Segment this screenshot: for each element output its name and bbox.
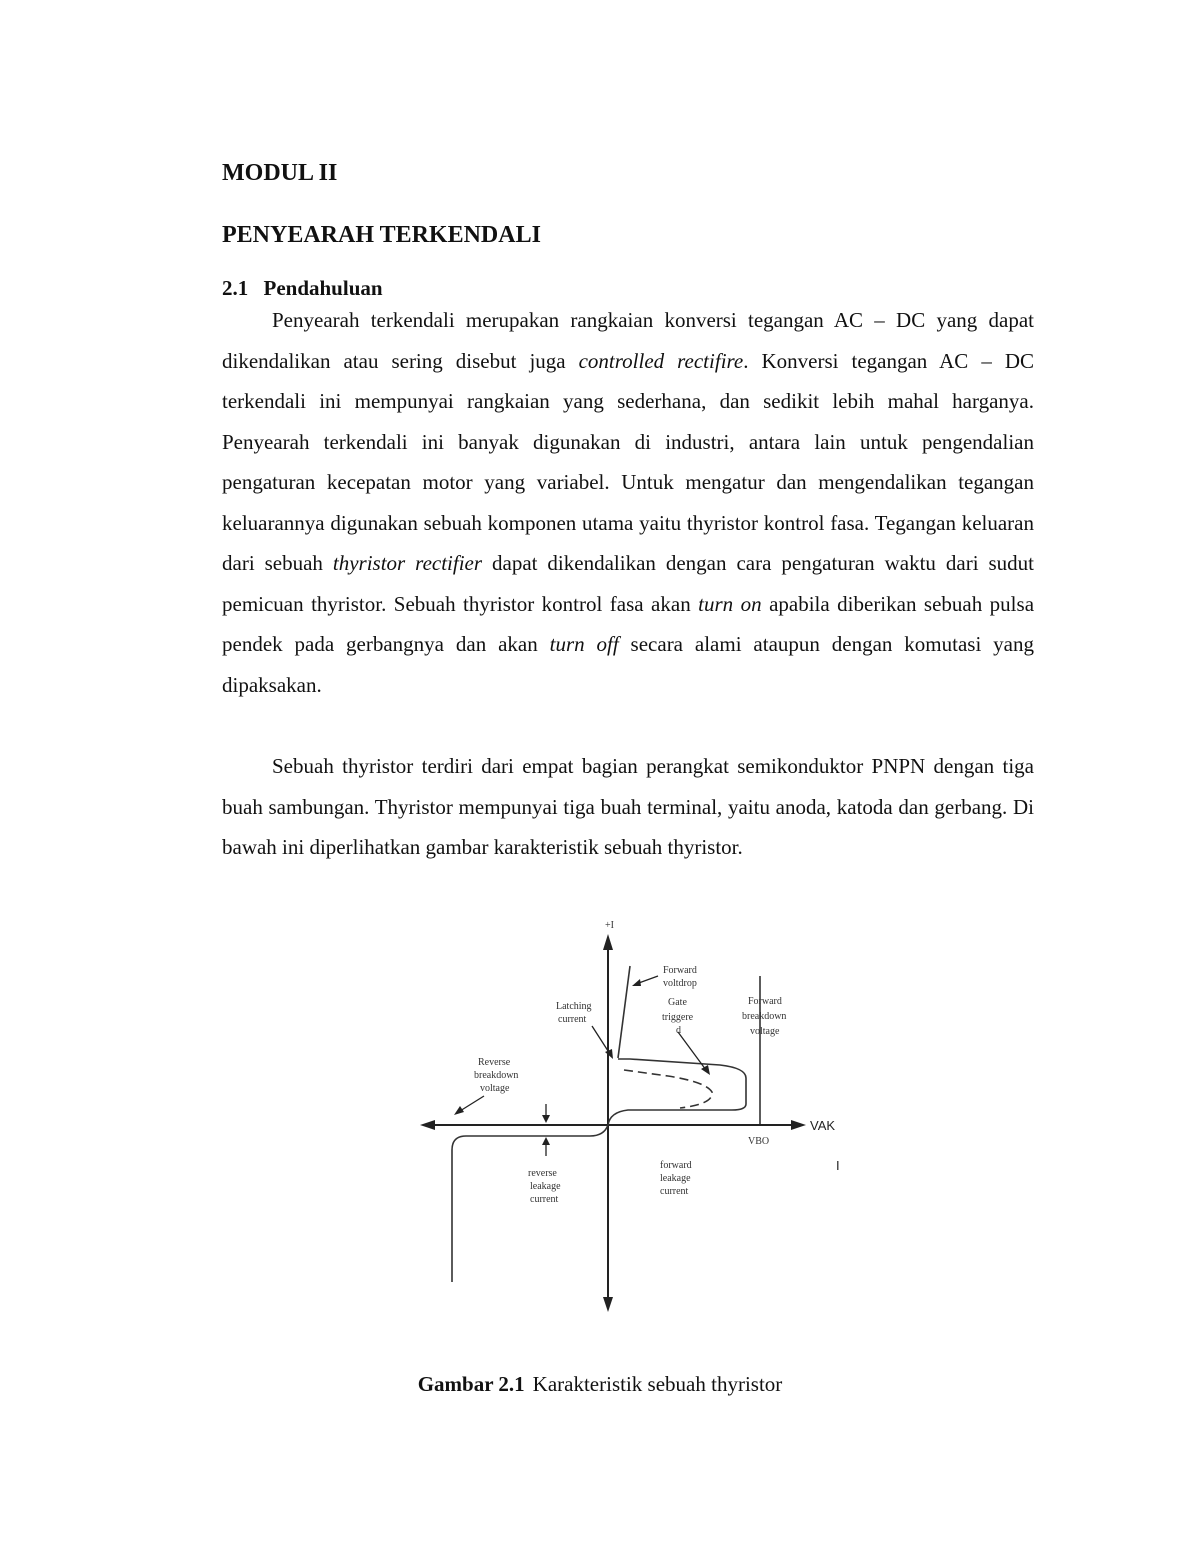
stray-mark: I	[836, 1158, 840, 1173]
x-axis-arrow-right	[791, 1120, 806, 1130]
x-axis-arrow-left	[420, 1120, 435, 1130]
caption-text: Karakteristik sebuah thyristor	[532, 1372, 783, 1396]
y-axis-arrow-up	[603, 934, 613, 950]
paragraph-intro	[222, 300, 1034, 705]
forward-voltdrop-label-1: Forward	[663, 965, 697, 976]
intro-text-5: secara alami ataupun dengan komutasi yang dipaksakan.	[222, 632, 1034, 697]
leakage-arrowhead-down	[542, 1115, 550, 1123]
thyristor-text: Sebuah thyristor terdiri dari empat bagian perangkat semikonduktor PNPN dengan tiga buah sambungan. Thyristor mempunyai tiga buah terminal, yaitu anoda, katoda dan gerbang. Di bawah ini diperlihatkan gambar karakteristik sebuah thyristor.	[222, 754, 1034, 859]
forward-leakage-label-2: leakage	[660, 1173, 691, 1184]
gate-triggered-dashed-curve	[624, 1070, 712, 1108]
forward-breakdown-label-1: Forward	[748, 996, 782, 1007]
reverse-breakdown-label-3: voltage	[480, 1083, 510, 1094]
gate-triggered-arrow	[678, 1032, 706, 1070]
term-turn-on: turn on	[698, 591, 762, 616]
y-axis-arrow-down	[603, 1297, 613, 1312]
gate-triggered-label-3: d	[676, 1025, 681, 1036]
reverse-leakage-label-3: current	[530, 1194, 559, 1205]
caption-number: Gambar 2.1	[417, 1372, 525, 1396]
thyristor-diagram	[400, 908, 860, 1320]
term-turn-off: turn off	[549, 632, 619, 656]
reverse-breakdown-label-1: Reverse	[478, 1057, 511, 1068]
vbo-label: VBO	[748, 1136, 770, 1147]
forward-voltdrop-label-2: voltdrop	[663, 978, 697, 989]
gate-triggered-arrowhead	[701, 1065, 710, 1075]
section-title: Pendahuluan	[263, 276, 383, 300]
section-heading	[222, 276, 383, 301]
latching-current-label-2: current	[558, 1014, 587, 1025]
intro-text-1: Penyearah terkendali merupakan rangkaian konversi tegangan AC – DC yang dapat dikendalikan atau sering disebut juga	[222, 308, 1034, 373]
module-heading: MODUL II	[222, 160, 338, 186]
figure-caption	[0, 1372, 1200, 1397]
reverse-leakage-label-1: reverse	[528, 1168, 557, 1179]
gate-triggered-label-2: triggere	[662, 1012, 694, 1023]
on-state-curve	[618, 966, 630, 1058]
x-axis-label: VAK	[810, 1118, 836, 1133]
forward-leakage-label-3: current	[660, 1186, 689, 1197]
paragraph-thyristor	[222, 746, 1034, 868]
term-thyristor-rectifier: thyristor rectifier	[332, 551, 483, 575]
reverse-breakdown-arrowhead	[454, 1106, 464, 1115]
reverse-breakdown-label-2: breakdown	[474, 1070, 519, 1081]
y-axis-label: +I	[605, 920, 614, 931]
forward-breakdown-label-2: breakdown	[742, 1011, 787, 1022]
forward-voltdrop-arrowhead	[632, 979, 641, 986]
forward-breakdown-label-3: voltage	[750, 1026, 780, 1037]
term-controlled-rectifire: controlled rectifire	[578, 348, 744, 373]
leakage-arrowhead-up	[542, 1137, 550, 1145]
latching-current-label-1: Latching	[556, 1001, 592, 1012]
thyristor-characteristic-figure	[400, 908, 860, 1320]
section-number: 2.1	[222, 276, 249, 300]
reverse-breakdown-arrow	[460, 1096, 484, 1111]
intro-text-3: dapat dikendalikan dengan cara pengaturan waktu dari sudut pemicuan thyristor. Sebuah thyristor kontrol fasa akan	[222, 551, 1034, 616]
forward-leakage-label-1: forward	[660, 1160, 692, 1171]
gate-triggered-label-1: Gate	[668, 997, 687, 1008]
forward-blocking-curve	[608, 1059, 746, 1125]
chapter-title: PENYEARAH TERKENDALI	[222, 222, 541, 248]
intro-text-2: . Konversi tegangan AC – DC terkendali ini mempunyai rangkaian yang sederhana, dan sedikit lebih mahal harganya. Penyearah terkendali ini banyak digunakan di industri, antara lain untuk pengendalian pengaturan kecepatan motor yang variabel. Untuk mengatur dan mengendalikan tegangan keluarannya digunakan sebuah komponen utama yaitu thyristor kontrol fasa. Tegangan keluaran dari sebuah	[222, 348, 1034, 575]
reverse-leakage-label-2: leakage	[530, 1181, 561, 1192]
intro-text-4: apabila diberikan sebuah pulsa pendek pada gerbangnya dan akan	[222, 591, 1035, 656]
